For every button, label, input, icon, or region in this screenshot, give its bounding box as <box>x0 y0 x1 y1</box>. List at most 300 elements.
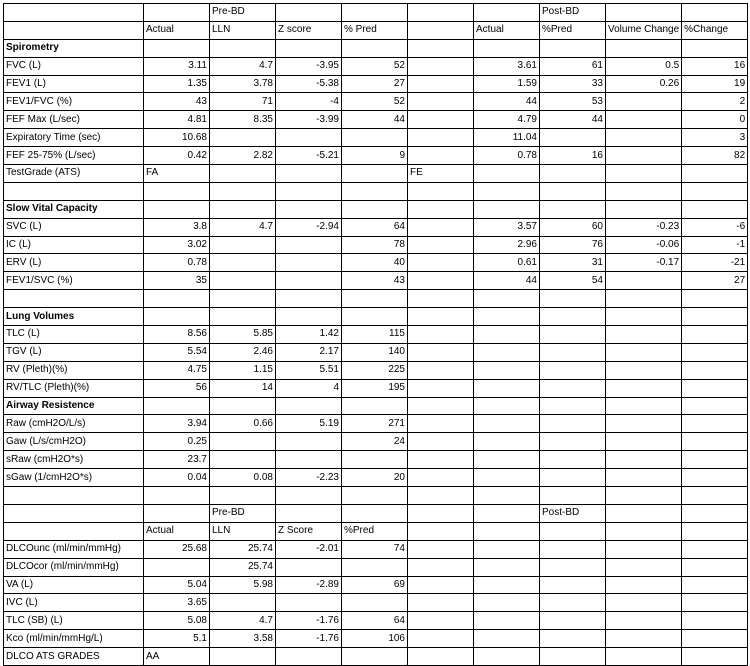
table-cell <box>474 39 540 57</box>
row-label-cell: Slow Vital Capacity <box>4 200 144 218</box>
table-cell: 40 <box>342 254 408 272</box>
table-row <box>4 648 748 666</box>
table-row <box>4 272 748 290</box>
table-row <box>4 594 748 612</box>
row-label-cell <box>4 487 144 505</box>
table-cell <box>276 254 342 272</box>
table-cell <box>682 612 748 630</box>
table-cell <box>342 200 408 218</box>
row-label-cell: SVC (L) <box>4 218 144 236</box>
table-cell <box>540 612 606 630</box>
table-cell <box>682 397 748 415</box>
table-cell: 44 <box>474 93 540 111</box>
row-label-cell: Expiratory Time (sec) <box>4 129 144 147</box>
table-cell: -2.94 <box>276 218 342 236</box>
table-row <box>4 576 748 594</box>
table-cell: -0.17 <box>606 254 682 272</box>
table-cell <box>682 648 748 666</box>
row-label-cell: DLCO ATS GRADES <box>4 648 144 666</box>
table-row <box>4 558 748 576</box>
table-cell <box>210 200 276 218</box>
table-cell <box>276 39 342 57</box>
row-label-cell: IC (L) <box>4 236 144 254</box>
table-cell: 11.04 <box>474 129 540 147</box>
row-label-cell: FEF Max (L/sec) <box>4 111 144 129</box>
table-cell <box>408 39 474 57</box>
row-label-cell <box>4 21 144 39</box>
table-cell <box>606 200 682 218</box>
table-cell <box>144 39 210 57</box>
table-cell: 5.19 <box>276 415 342 433</box>
table-cell <box>408 93 474 111</box>
table-cell <box>682 379 748 397</box>
table-cell <box>540 39 606 57</box>
table-cell <box>682 4 748 22</box>
table-cell <box>408 558 474 576</box>
table-cell: 3.58 <box>210 630 276 648</box>
row-label-cell: VA (L) <box>4 576 144 594</box>
table-row <box>4 308 748 326</box>
table-cell <box>682 39 748 57</box>
table-cell <box>276 397 342 415</box>
table-cell <box>210 129 276 147</box>
table-cell <box>408 254 474 272</box>
table-cell: 140 <box>342 343 408 361</box>
table-cell <box>210 397 276 415</box>
table-cell: 71 <box>210 93 276 111</box>
pulmonary-function-table <box>3 3 748 666</box>
table-cell <box>540 129 606 147</box>
table-cell <box>276 487 342 505</box>
table-cell: 0.25 <box>144 433 210 451</box>
table-cell: %Change <box>682 21 748 39</box>
table-cell <box>682 290 748 308</box>
table-cell <box>540 182 606 200</box>
row-label-cell: IVC (L) <box>4 594 144 612</box>
table-cell <box>342 165 408 183</box>
row-label-cell <box>4 290 144 308</box>
table-cell: 0.26 <box>606 75 682 93</box>
table-cell <box>606 558 682 576</box>
table-row <box>4 379 748 397</box>
row-label-cell: RV (Pleth)(%) <box>4 361 144 379</box>
table-row <box>4 469 748 487</box>
table-cell: 3.11 <box>144 57 210 75</box>
table-cell <box>408 111 474 129</box>
table-cell: -3.99 <box>276 111 342 129</box>
row-label-cell: TLC (L) <box>4 326 144 344</box>
table-cell <box>342 129 408 147</box>
table-cell <box>210 236 276 254</box>
table-cell: 9 <box>342 147 408 165</box>
table-cell <box>276 504 342 522</box>
table-cell: 5.51 <box>276 361 342 379</box>
table-cell <box>474 451 540 469</box>
table-cell: 60 <box>540 218 606 236</box>
table-row <box>4 236 748 254</box>
table-cell <box>408 218 474 236</box>
table-cell <box>408 433 474 451</box>
table-cell: Z Score <box>276 522 342 540</box>
table-cell: 44 <box>474 272 540 290</box>
table-cell <box>144 4 210 22</box>
table-cell <box>276 648 342 666</box>
table-cell <box>682 361 748 379</box>
table-cell <box>682 165 748 183</box>
table-cell: 0.61 <box>474 254 540 272</box>
table-cell <box>144 308 210 326</box>
row-label-cell: FEV1/SVC (%) <box>4 272 144 290</box>
table-cell: 2.17 <box>276 343 342 361</box>
table-cell <box>408 415 474 433</box>
table-cell: 44 <box>342 111 408 129</box>
table-cell <box>474 487 540 505</box>
table-cell: -0.23 <box>606 218 682 236</box>
table-cell <box>276 182 342 200</box>
table-cell <box>276 129 342 147</box>
table-cell <box>540 326 606 344</box>
table-row <box>4 218 748 236</box>
table-cell: 56 <box>144 379 210 397</box>
table-cell <box>682 522 748 540</box>
table-row <box>4 75 748 93</box>
table-cell: 1.59 <box>474 75 540 93</box>
table-cell: 3.57 <box>474 218 540 236</box>
table-cell: 1.35 <box>144 75 210 93</box>
table-cell <box>342 451 408 469</box>
table-cell <box>682 469 748 487</box>
table-cell: 27 <box>682 272 748 290</box>
table-cell <box>606 648 682 666</box>
table-cell: 54 <box>540 272 606 290</box>
table-cell <box>408 236 474 254</box>
table-cell <box>342 290 408 308</box>
table-cell: 1.15 <box>210 361 276 379</box>
table-cell: 76 <box>540 236 606 254</box>
table-cell <box>540 540 606 558</box>
table-cell <box>474 165 540 183</box>
table-cell <box>276 236 342 254</box>
table-cell: 3 <box>682 129 748 147</box>
table-cell: 3.65 <box>144 594 210 612</box>
table-cell <box>342 39 408 57</box>
table-cell <box>606 433 682 451</box>
table-cell <box>606 451 682 469</box>
row-label-cell: sRaw (cmH2O*s) <box>4 451 144 469</box>
table-cell: 44 <box>540 111 606 129</box>
table-cell <box>540 308 606 326</box>
row-label-cell: Lung Volumes <box>4 308 144 326</box>
table-cell: 52 <box>342 93 408 111</box>
row-label-cell: TestGrade (ATS) <box>4 165 144 183</box>
table-cell: 225 <box>342 361 408 379</box>
table-cell <box>606 630 682 648</box>
table-cell <box>276 594 342 612</box>
table-cell <box>682 343 748 361</box>
table-cell <box>210 182 276 200</box>
table-cell <box>408 326 474 344</box>
table-cell <box>606 308 682 326</box>
table-row <box>4 147 748 165</box>
table-cell <box>606 147 682 165</box>
table-cell <box>540 165 606 183</box>
table-cell <box>408 487 474 505</box>
table-cell <box>540 415 606 433</box>
table-row <box>4 540 748 558</box>
table-cell: 43 <box>342 272 408 290</box>
table-cell: 25.74 <box>210 558 276 576</box>
row-label-cell: TGV (L) <box>4 343 144 361</box>
table-cell <box>210 308 276 326</box>
row-label-cell: DLCOcor (ml/min/mmHg) <box>4 558 144 576</box>
table-cell: 0.42 <box>144 147 210 165</box>
table-cell: 61 <box>540 57 606 75</box>
table-cell: Post-BD <box>540 4 606 22</box>
table-cell: 82 <box>682 147 748 165</box>
table-cell <box>144 200 210 218</box>
table-cell <box>474 630 540 648</box>
table-cell <box>682 308 748 326</box>
table-cell <box>474 522 540 540</box>
table-cell <box>540 433 606 451</box>
table-cell: -21 <box>682 254 748 272</box>
table-cell <box>342 4 408 22</box>
table-cell: 0.78 <box>144 254 210 272</box>
table-cell <box>474 308 540 326</box>
table-cell <box>540 397 606 415</box>
table-cell: 3.94 <box>144 415 210 433</box>
table-cell: -2.23 <box>276 469 342 487</box>
table-cell <box>606 4 682 22</box>
table-cell: 23.7 <box>144 451 210 469</box>
table-cell <box>276 433 342 451</box>
table-cell <box>144 397 210 415</box>
table-cell: Pre-BD <box>210 504 276 522</box>
table-cell: 4.7 <box>210 612 276 630</box>
table-cell <box>210 648 276 666</box>
table-cell <box>540 290 606 308</box>
table-cell <box>408 200 474 218</box>
row-label-cell: ERV (L) <box>4 254 144 272</box>
table-cell: 0.78 <box>474 147 540 165</box>
table-cell <box>606 39 682 57</box>
table-cell <box>474 326 540 344</box>
table-cell <box>144 290 210 308</box>
table-cell <box>276 272 342 290</box>
table-cell <box>144 558 210 576</box>
table-cell <box>144 487 210 505</box>
table-cell: 19 <box>682 75 748 93</box>
table-row <box>4 415 748 433</box>
table-cell: -0.06 <box>606 236 682 254</box>
table-cell <box>606 272 682 290</box>
table-cell <box>408 129 474 147</box>
table-cell: 8.56 <box>144 326 210 344</box>
table-row <box>4 4 748 22</box>
table-cell: 2.82 <box>210 147 276 165</box>
table-cell <box>144 504 210 522</box>
table-cell: 78 <box>342 236 408 254</box>
table-cell <box>606 165 682 183</box>
row-label-cell: FVC (L) <box>4 57 144 75</box>
table-cell <box>540 648 606 666</box>
table-cell: 43 <box>144 93 210 111</box>
table-cell <box>342 487 408 505</box>
row-label-cell: DLCOunc (ml/min/mmHg) <box>4 540 144 558</box>
table-cell <box>540 522 606 540</box>
table-cell <box>540 487 606 505</box>
table-cell <box>606 540 682 558</box>
table-cell: 106 <box>342 630 408 648</box>
table-cell: 74 <box>342 540 408 558</box>
table-row <box>4 21 748 39</box>
table-cell <box>474 397 540 415</box>
table-cell: 3.8 <box>144 218 210 236</box>
table-row <box>4 111 748 129</box>
table-cell: -6 <box>682 218 748 236</box>
table-cell <box>408 612 474 630</box>
table-cell <box>682 433 748 451</box>
table-cell <box>606 594 682 612</box>
table-cell <box>474 504 540 522</box>
table-cell: 3.78 <box>210 75 276 93</box>
row-label-cell: FEV1 (L) <box>4 75 144 93</box>
table-cell: 64 <box>342 612 408 630</box>
row-label-cell <box>4 522 144 540</box>
table-cell: 8.35 <box>210 111 276 129</box>
table-row <box>4 57 748 75</box>
table-cell: 5.85 <box>210 326 276 344</box>
table-cell: 195 <box>342 379 408 397</box>
table-cell: 2.46 <box>210 343 276 361</box>
table-cell <box>606 343 682 361</box>
table-cell: -5.21 <box>276 147 342 165</box>
table-cell <box>474 594 540 612</box>
row-label-cell: sGaw (1/cmH2O*s) <box>4 469 144 487</box>
table-cell <box>408 648 474 666</box>
table-cell: Actual <box>144 522 210 540</box>
table-cell <box>408 308 474 326</box>
table-cell <box>540 469 606 487</box>
table-cell <box>474 290 540 308</box>
table-cell <box>682 594 748 612</box>
row-label-cell: Kco (ml/min/mmHg/L) <box>4 630 144 648</box>
table-row <box>4 165 748 183</box>
table-cell: 5.08 <box>144 612 210 630</box>
table-cell: 52 <box>342 57 408 75</box>
table-cell <box>606 182 682 200</box>
table-cell <box>210 165 276 183</box>
table-cell: % Pred <box>342 21 408 39</box>
table-cell <box>474 200 540 218</box>
table-cell <box>606 522 682 540</box>
table-cell: 0.5 <box>606 57 682 75</box>
table-cell: -2.89 <box>276 576 342 594</box>
table-cell: 5.98 <box>210 576 276 594</box>
table-cell: Actual <box>474 21 540 39</box>
table-cell <box>408 290 474 308</box>
table-cell: 25.74 <box>210 540 276 558</box>
table-cell: 24 <box>342 433 408 451</box>
table-cell <box>474 379 540 397</box>
table-cell <box>342 594 408 612</box>
table-cell: -1 <box>682 236 748 254</box>
table-cell <box>682 451 748 469</box>
table-cell: 115 <box>342 326 408 344</box>
table-cell <box>210 594 276 612</box>
table-cell <box>210 487 276 505</box>
table-cell <box>408 504 474 522</box>
row-label-cell: Raw (cmH2O/L/s) <box>4 415 144 433</box>
table-cell <box>408 21 474 39</box>
table-cell <box>540 576 606 594</box>
table-cell: -1.76 <box>276 612 342 630</box>
table-cell <box>474 4 540 22</box>
table-cell: 1.42 <box>276 326 342 344</box>
table-row <box>4 290 748 308</box>
row-label-cell <box>4 182 144 200</box>
table-cell <box>474 612 540 630</box>
table-row <box>4 487 748 505</box>
table-cell <box>682 326 748 344</box>
table-cell: 4.79 <box>474 111 540 129</box>
row-label-cell: RV/TLC (Pleth)(%) <box>4 379 144 397</box>
table-cell: 27 <box>342 75 408 93</box>
table-cell <box>474 182 540 200</box>
table-cell: 0.04 <box>144 469 210 487</box>
table-cell: 4.7 <box>210 57 276 75</box>
table-cell: LLN <box>210 21 276 39</box>
table-cell <box>408 361 474 379</box>
table-cell <box>474 343 540 361</box>
table-cell: -3.95 <box>276 57 342 75</box>
table-cell: 4 <box>276 379 342 397</box>
table-cell <box>606 111 682 129</box>
table-cell <box>682 540 748 558</box>
table-cell <box>682 487 748 505</box>
table-cell <box>276 308 342 326</box>
table-cell <box>606 487 682 505</box>
table-cell <box>276 558 342 576</box>
table-cell <box>210 39 276 57</box>
table-cell <box>474 433 540 451</box>
row-label-cell: FEV1/FVC (%) <box>4 93 144 111</box>
table-cell <box>606 397 682 415</box>
table-cell <box>342 182 408 200</box>
table-cell <box>682 182 748 200</box>
table-cell <box>276 290 342 308</box>
table-cell: 5.1 <box>144 630 210 648</box>
table-cell: 35 <box>144 272 210 290</box>
table-cell <box>408 379 474 397</box>
table-cell <box>474 361 540 379</box>
table-cell <box>408 4 474 22</box>
table-cell <box>408 147 474 165</box>
table-row <box>4 433 748 451</box>
table-row <box>4 326 748 344</box>
table-cell: 53 <box>540 93 606 111</box>
table-cell: 3.61 <box>474 57 540 75</box>
table-cell: -2.01 <box>276 540 342 558</box>
table-cell <box>474 415 540 433</box>
table-cell: Z score <box>276 21 342 39</box>
table-row <box>4 200 748 218</box>
table-cell: 2 <box>682 93 748 111</box>
table-cell: FA <box>144 165 210 183</box>
table-body <box>4 4 748 666</box>
table-cell: Volume Change <box>606 21 682 39</box>
table-cell <box>682 415 748 433</box>
